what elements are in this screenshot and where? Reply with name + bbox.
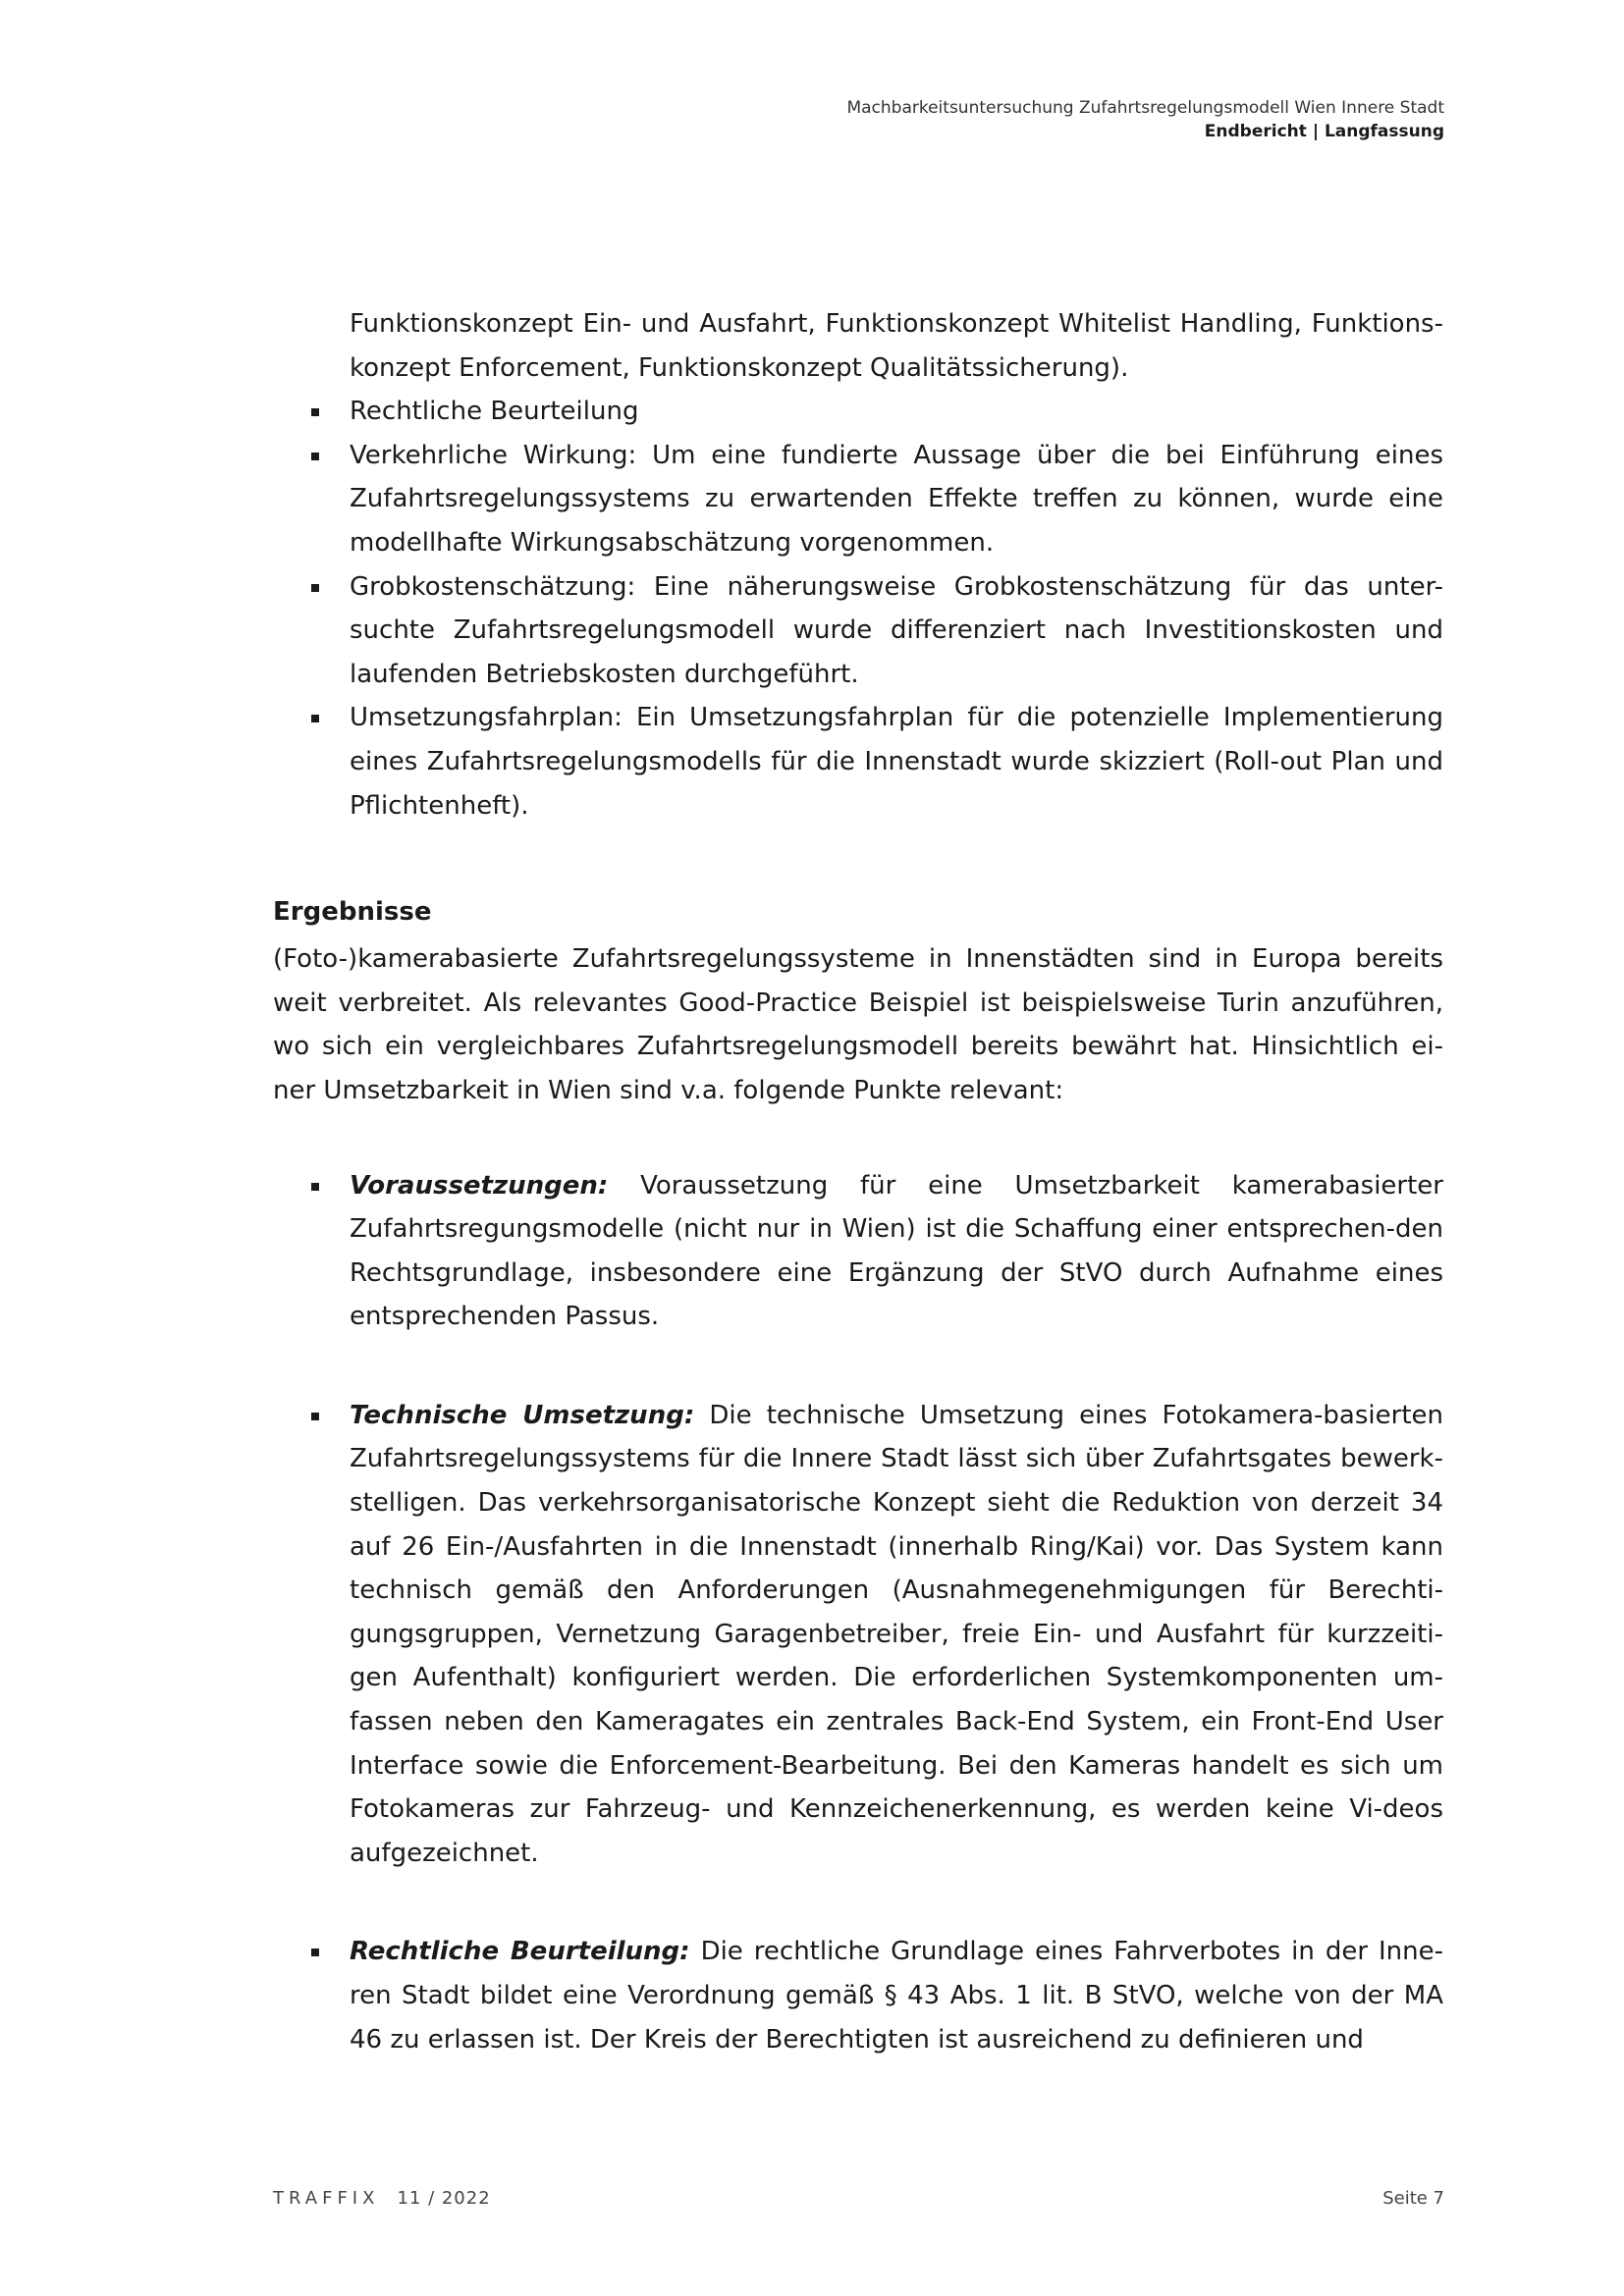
continuation-paragraph: Funktionskonzept Ein- und Ausfahrt, Funktionskonzept Whitelist Handling, Funktions-konzept Enforcement, Funktionskonzept Qualitätssicherung). bbox=[350, 309, 1443, 383]
page-footer-left bbox=[273, 2188, 491, 2209]
page-content bbox=[273, 277, 1443, 2116]
result-item bbox=[273, 1394, 1443, 1876]
result-text: Die technische Umsetzung eines Fotokamera-basierten Zufahrtsregelungssystems für die Innere Stadt lässt sich über Zufahrtsgates bewerk-stelligen. Das verkehrsorganisatorische Konzept sieht die Reduktion von derzeit 34 auf 26 Ein-/Ausfahrten in die Innenstadt (innerhalb Ring/Kai) vor. Das System kann technisch gemäß den Anforderungen (Ausnahmegenehmigungen für Berechti-gungsgruppen, Vernetzung Garagenbetreiber, freie Ein- und Ausfahrt für kurzzeiti-gen Aufenthalt) konfiguriert werden. Die erforderlichen Systemkomponenten um-fassen neben den Kameragates ein zentrales Back-End System, ein Front-End User Interface sowie die Enforcement-Bearbeitung. Bei den Kameras handelt es sich um Fotokameras zur Fahrzeug- und Kennzeichenerkennung, es werden keine Vi-deos aufgezeichnet. bbox=[350, 1400, 1443, 1868]
results-list bbox=[273, 1164, 1443, 2062]
results-intro: (Foto-)kamerabasierte Zufahrtsregelungssysteme in Innenstädten sind in Europa bereits weit verbreitet. Als relevantes Good-Practice Beispiel ist beispielsweise Turin anzuführen, wo sich ein vergleichbares Zufahrtsregelungsmodell bereits bewährt hat. Hinsichtlich ei-ner Umsetzbarkeit in Wien sind v.a. folgende Punkte relevant: bbox=[273, 944, 1443, 1105]
bullet-icon bbox=[311, 584, 319, 592]
result-text: Die rechtliche Grundlage eines Fahrverbotes in der Inne-ren Stadt bildet eine Verordnung gemäß § 43 Abs. 1 lit. B StVO, welche von der MA 46 zu erlassen ist. Der Kreis der Berechtigten ist ausreichend zu definieren und bbox=[350, 1937, 1444, 2055]
list-item: Grobkostenschätzung: Eine näherungsweise Grobkostenschätzung für das unter-suchte Zufahrtsregelungsmodell wurde differenziert nach Investitionskosten und laufenden Betriebskosten durchgeführt. bbox=[273, 565, 1443, 697]
list-item: Umsetzungsfahrplan: Ein Umsetzungsfahrplan für die potenzielle Implementierung eines Zufahrtsregelungsmodells für die Innenstadt wurde skizziert (Roll-out Plan und Pflichtenheft). bbox=[273, 696, 1443, 828]
section-heading: Ergebnisse bbox=[273, 897, 432, 928]
list-item: Verkehrliche Wirkung: Um eine fundierte Aussage über die bei Einführung eines Zufahrtsregelungssystems zu erwartenden Effekte treffen zu können, wurde eine modellhafte Wirkungsabschätzung vorgenommen. bbox=[273, 434, 1443, 565]
bullet-icon bbox=[311, 1183, 319, 1191]
method-list bbox=[273, 390, 1443, 828]
document-title: Machbarkeitsuntersuchung Zufahrtsregelungsmodell Wien Innere Stadt bbox=[846, 98, 1444, 118]
bullet-icon bbox=[311, 1413, 319, 1420]
bullet-icon bbox=[311, 453, 319, 460]
page-number: Seite 7 bbox=[1382, 2188, 1444, 2209]
result-item bbox=[273, 1930, 1443, 2061]
footer-brand: TRAFFIX bbox=[273, 2188, 380, 2209]
bullet-icon bbox=[311, 715, 319, 722]
bullet-icon bbox=[311, 1949, 319, 1956]
result-item bbox=[273, 1164, 1443, 1339]
document-subtitle: Endbericht | Langfassung bbox=[1204, 122, 1444, 141]
list-item: Rechtliche Beurteilung bbox=[273, 390, 1443, 434]
page-header bbox=[846, 96, 1444, 143]
result-lead: Rechtliche Beurteilung: bbox=[350, 1937, 690, 1967]
result-lead: Technische Umsetzung: bbox=[350, 1400, 695, 1430]
result-lead: Voraussetzungen: bbox=[350, 1170, 609, 1201]
footer-date: 11 / 2022 bbox=[397, 2188, 491, 2209]
bullet-icon bbox=[311, 408, 319, 416]
result-text: Voraussetzung für eine Umsetzbarkeit kamerabasierter Zufahrtsregungsmodelle (nicht nur in Wien) ist die Schaffung einer entsprechen-den Rechtsgrundlage, insbesondere eine Ergänzung der StVO durch Aufnahme eines entsprechenden Passus. bbox=[350, 1170, 1443, 1332]
